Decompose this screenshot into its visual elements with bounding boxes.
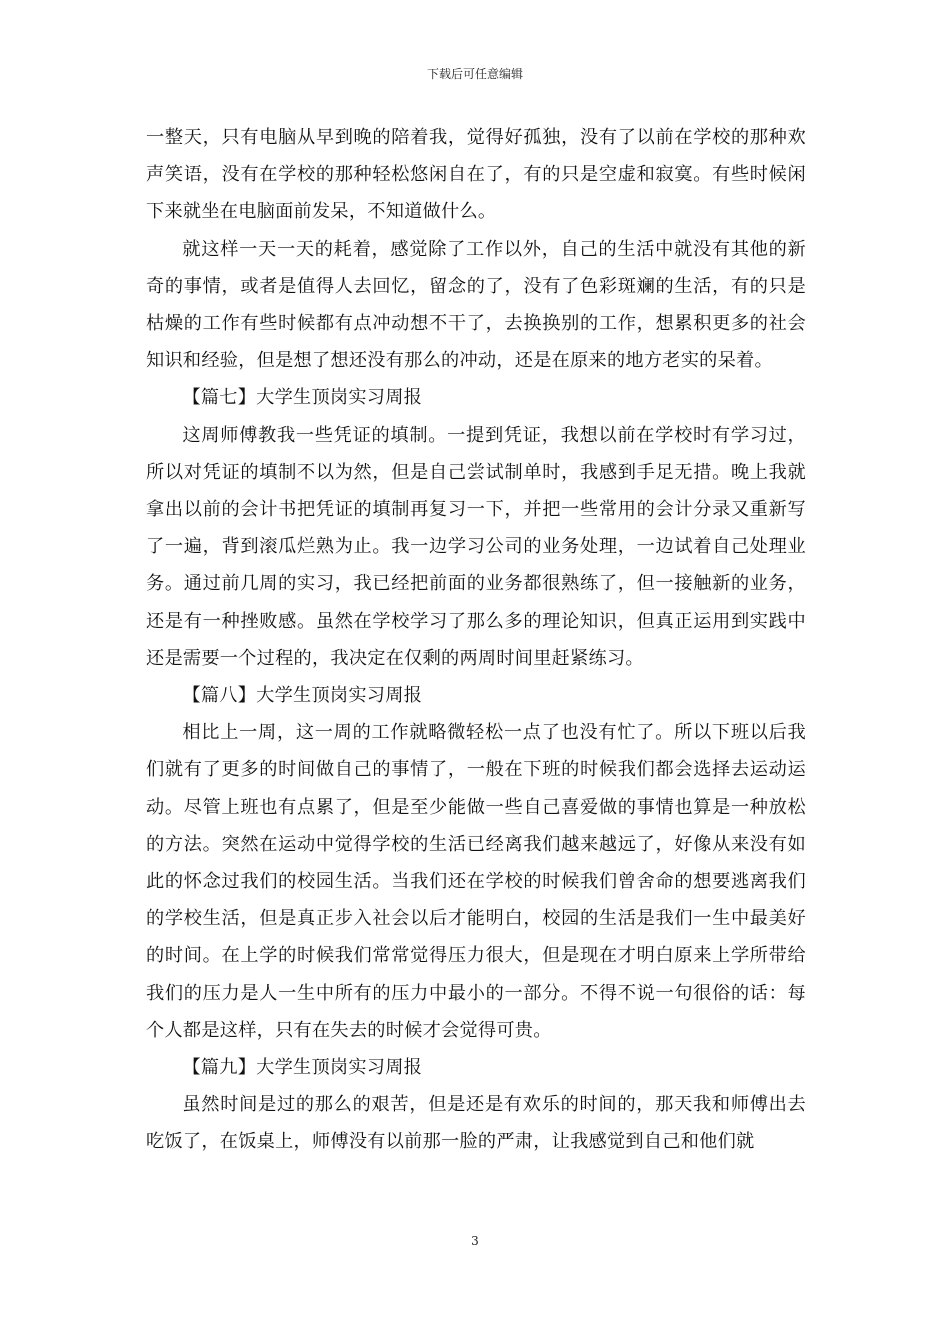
page-header: 下载后可任意编辑 <box>426 67 523 81</box>
section-heading: 【篇七】大学生顶岗实习周报 <box>182 387 423 409</box>
document-body <box>146 119 806 1161</box>
page-number: 3 <box>471 1234 479 1248</box>
paragraph: 相比上一周，这一周的工作就略微轻松一点了也没有忙了。所以下班以后我们就有了更多的时间做自己的事情了，一般在下班的时候我们都会选择去运动运动。尽管上班也有点累了，但是至少能做一些自己喜爱做的事情也算是一种放松的方法。突然在运动中觉得学校的生活已经离我们越来越远了，好像从来没有如此的怀念过我们的校园生活。当我们还在学校的时候我们曾舍命的想要逃离我们的学校生活，但是真正步入社会以后才能明白，校园的生活是我们一生中最美好的时间。在上学的时候我们常常觉得压力很大，但是现在才明白原来上学所带给我们的压力是人一生中所有的压力中最小的一部分。不得不说一句很俗的话：每个人都是这样，只有在失去的时候才会觉得可贵。 <box>146 722 806 1041</box>
paragraph: 就这样一天一天的耗着，感觉除了工作以外，自己的生活中就没有其他的新奇的事情，或者是值得人去回忆，留念的了，没有了色彩斑斓的生活，有的只是枯燥的工作有些时候都有点冲动想不干了，去换换别的工作，想累积更多的社会知识和经验，但是想了想还没有那么的冲动，还是在原来的地方老实的呆着。 <box>146 238 806 372</box>
paragraph: 一整天，只有电脑从早到晚的陪着我，觉得好孤独，没有了以前在学校的那种欢声笑语，没有在学校的那种轻松悠闲自在了，有的只是空虚和寂寞。有些时候闲下来就坐在电脑面前发呆，不知道做什么。 <box>146 127 806 223</box>
paragraph: 虽然时间是过的那么的艰苦，但是还是有欢乐的时间的，那天我和师傅出去吃饭了，在饭桌上，师傅没有以前那一脸的严肃，让我感觉到自己和他们就 <box>146 1094 806 1153</box>
section-heading: 【篇八】大学生顶岗实习周报 <box>182 685 423 707</box>
section-heading: 【篇九】大学生顶岗实习周报 <box>182 1057 423 1079</box>
paragraph: 这周师傅教我一些凭证的填制。一提到凭证，我想以前在学校时有学习过，所以对凭证的填制不以为然，但是自己尝试制单时，我感到手足无措。晚上我就拿出以前的会计书把凭证的填制再复习一下，并把一些常用的会计分录又重新写了一遍，背到滚瓜烂熟为止。我一边学习公司的业务处理，一边试着自己处理业务。通过前几周的实习，我已经把前面的业务都很熟练了，但一接触新的业务，还是有一种挫败感。虽然在学校学习了那么多的理论知识，但真正运用到实践中还是需要一个过程的，我决定在仅剩的两周时间里赶紧练习。 <box>146 424 806 669</box>
